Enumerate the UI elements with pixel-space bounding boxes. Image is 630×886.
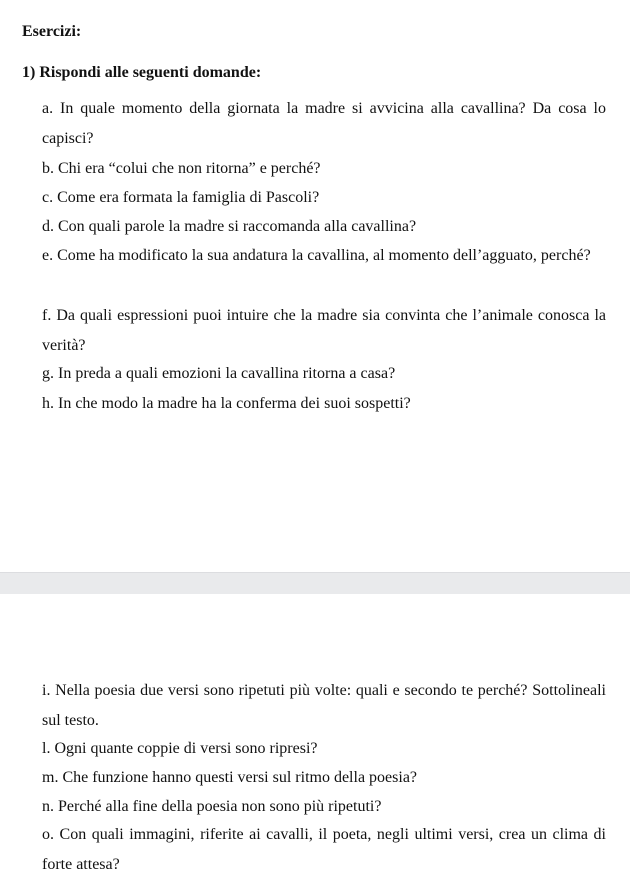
question-e: e. Come ha modificato la sua andatura la cavallina, al momento dell’agguato, perché? — [42, 247, 591, 264]
question-b: b. Chi era “colui che non ritorna” e perché? — [42, 160, 321, 177]
question-m: m. Che funzione hanno questi versi sul ritmo della poesia? — [42, 769, 418, 786]
section-title: 1) Rispondi alle seguenti domande: — [22, 64, 262, 81]
question-g: g. In preda a quali emozioni la cavallina ritorna a casa? — [42, 365, 396, 382]
exercises-title: Esercizi: — [22, 23, 82, 40]
question-l: l. Ogni quante coppie di versi sono ripresi? — [42, 740, 318, 757]
question-a: a. In quale momento della giornata la madre si avvicina alla cavallina? Da cosa lo capisci? — [42, 100, 606, 147]
question-n: n. Perché alla fine della poesia non sono più ripetuti? — [42, 798, 382, 815]
document-page-2 — [0, 594, 630, 886]
question-i: i. Nella poesia due versi sono ripetuti più volte: quali e secondo te perché? Sottolineali sul testo. — [42, 682, 606, 729]
question-d: d. Con quali parole la madre si raccomanda alla cavallina? — [42, 218, 417, 235]
question-c: c. Come era formata la famiglia di Pascoli? — [42, 189, 320, 206]
page-separator — [0, 572, 630, 594]
question-h: h. In che modo la madre ha la conferma dei suoi sospetti? — [42, 395, 411, 412]
question-f: f. Da quali espressioni puoi intuire che la madre sia convinta che l’animale conosca la verità? — [42, 307, 606, 354]
question-o: o. Con quali immagini, riferite ai cavalli, il poeta, negli ultimi versi, crea un clima di forte attesa? — [42, 826, 606, 873]
